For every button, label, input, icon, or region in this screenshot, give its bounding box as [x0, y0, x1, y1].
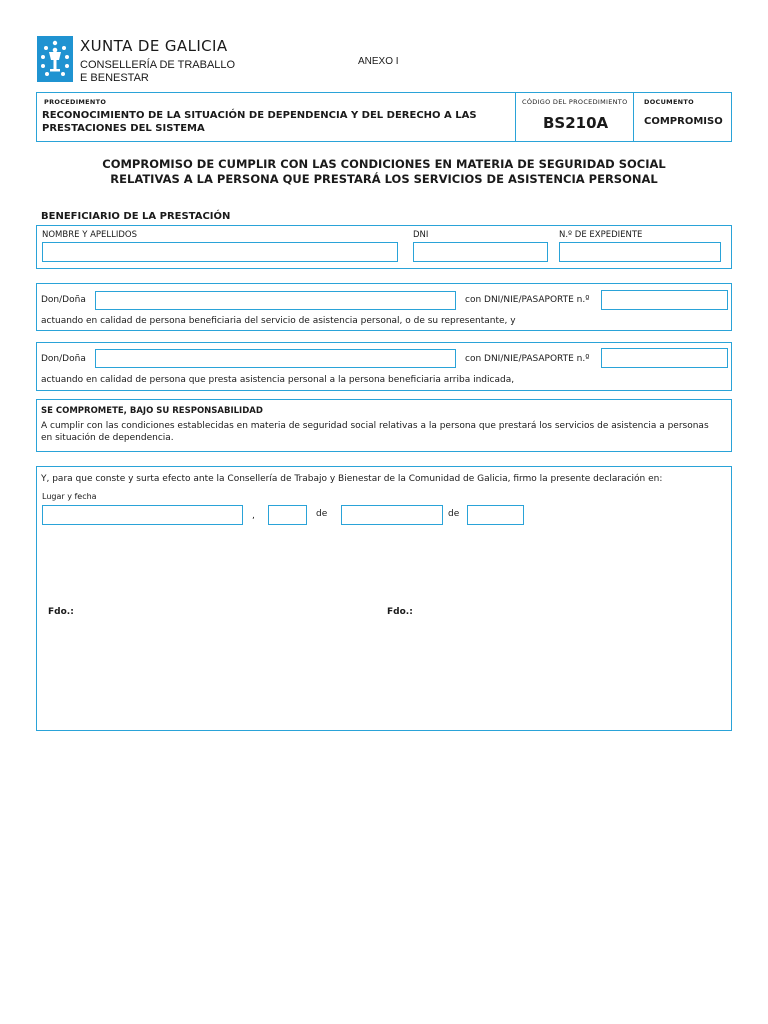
- commitment-heading: SE COMPROMETE, BAJO SU RESPONSABILIDAD: [41, 406, 263, 416]
- place-field[interactable]: [42, 505, 243, 525]
- don-label-1: Don/Doña: [41, 295, 86, 305]
- name-label: NOMBRE Y APELLIDOS: [42, 230, 138, 240]
- year-field[interactable]: [467, 505, 524, 525]
- divider: [633, 92, 634, 142]
- don-name-field-1[interactable]: [95, 291, 456, 310]
- beneficiary-name-field[interactable]: [42, 242, 398, 262]
- procedure-title-line1: RECONOCIMIENTO DE LA SITUACIÓN DE DEPENDENCIA Y DEL DERECHO A LAS: [42, 110, 477, 121]
- signature-label-2: Fdo.:: [387, 607, 413, 617]
- main-title-line2: RELATIVAS A LA PERSONA QUE PRESTARÁ LOS SERVICIOS DE ASISTENCIA PERSONAL: [110, 172, 658, 186]
- signature-label-1: Fdo.:: [48, 607, 74, 617]
- document-type: COMPROMISO: [644, 116, 723, 127]
- commitment-line2: en situación de dependencia.: [41, 433, 174, 443]
- procedure-title-line2: PRESTACIONES DEL SISTEMA: [42, 123, 205, 134]
- section1-text: actuando en calidad de persona beneficiaria del servicio de asistencia personal, o de su representante, y: [41, 316, 516, 326]
- dni-label: DNI: [413, 230, 429, 240]
- expediente-label: N.º DE EXPEDIENTE: [559, 230, 643, 240]
- dni-field-1[interactable]: [601, 290, 728, 310]
- de-label-2: de: [448, 509, 460, 519]
- document-label: DOCUMENTO: [644, 98, 694, 106]
- comma-separator: ,: [252, 511, 255, 521]
- code-label: CÓDIGO DEL PROCEDIMIENTO: [522, 98, 628, 106]
- divider: [515, 92, 516, 142]
- don-label-2: Don/Doña: [41, 354, 86, 364]
- de-label-1: de: [316, 509, 328, 519]
- anexo-label: ANEXO I: [358, 56, 399, 67]
- commitment-line1: A cumplir con las condiciones establecidas en materia de seguridad social relativas a la persona que prestará los servicios de asistencia a personas: [41, 421, 709, 431]
- dni-label-1: con DNI/NIE/PASAPORTE n.º: [465, 295, 590, 305]
- main-title-line1: COMPROMISO DE CUMPLIR CON LAS CONDICIONES EN MATERIA DE SEGURIDAD SOCIAL: [102, 157, 666, 171]
- place-date-label: Lugar y fecha: [42, 492, 97, 501]
- month-field[interactable]: [341, 505, 443, 525]
- dni-field-2[interactable]: [601, 348, 728, 368]
- section2-text: actuando en calidad de persona que presta asistencia personal a la persona beneficiaria arriba indicada,: [41, 375, 515, 385]
- org-title: XUNTA DE GALICIA: [80, 37, 228, 55]
- xunta-logo: [37, 36, 73, 82]
- don-name-field-2[interactable]: [95, 349, 456, 368]
- day-field[interactable]: [268, 505, 307, 525]
- dept-line-2: E BENESTAR: [80, 72, 149, 84]
- dept-line-1: CONSELLERÍA DE TRABALLO: [80, 59, 236, 71]
- beneficiary-heading: BENEFICIARIO DE LA PRESTACIÓN: [41, 211, 231, 222]
- procedure-label: PROCEDIMENTO: [44, 98, 107, 106]
- procedure-code: BS210A: [543, 114, 609, 132]
- beneficiary-dni-field[interactable]: [413, 242, 548, 262]
- declaration-text: Y, para que conste y surta efecto ante la Consellería de Trabajo y Bienestar de la Comunidad de Galicia, firmo la presente declaración en:: [41, 474, 663, 484]
- dni-label-2: con DNI/NIE/PASAPORTE n.º: [465, 354, 590, 364]
- expediente-field[interactable]: [559, 242, 721, 262]
